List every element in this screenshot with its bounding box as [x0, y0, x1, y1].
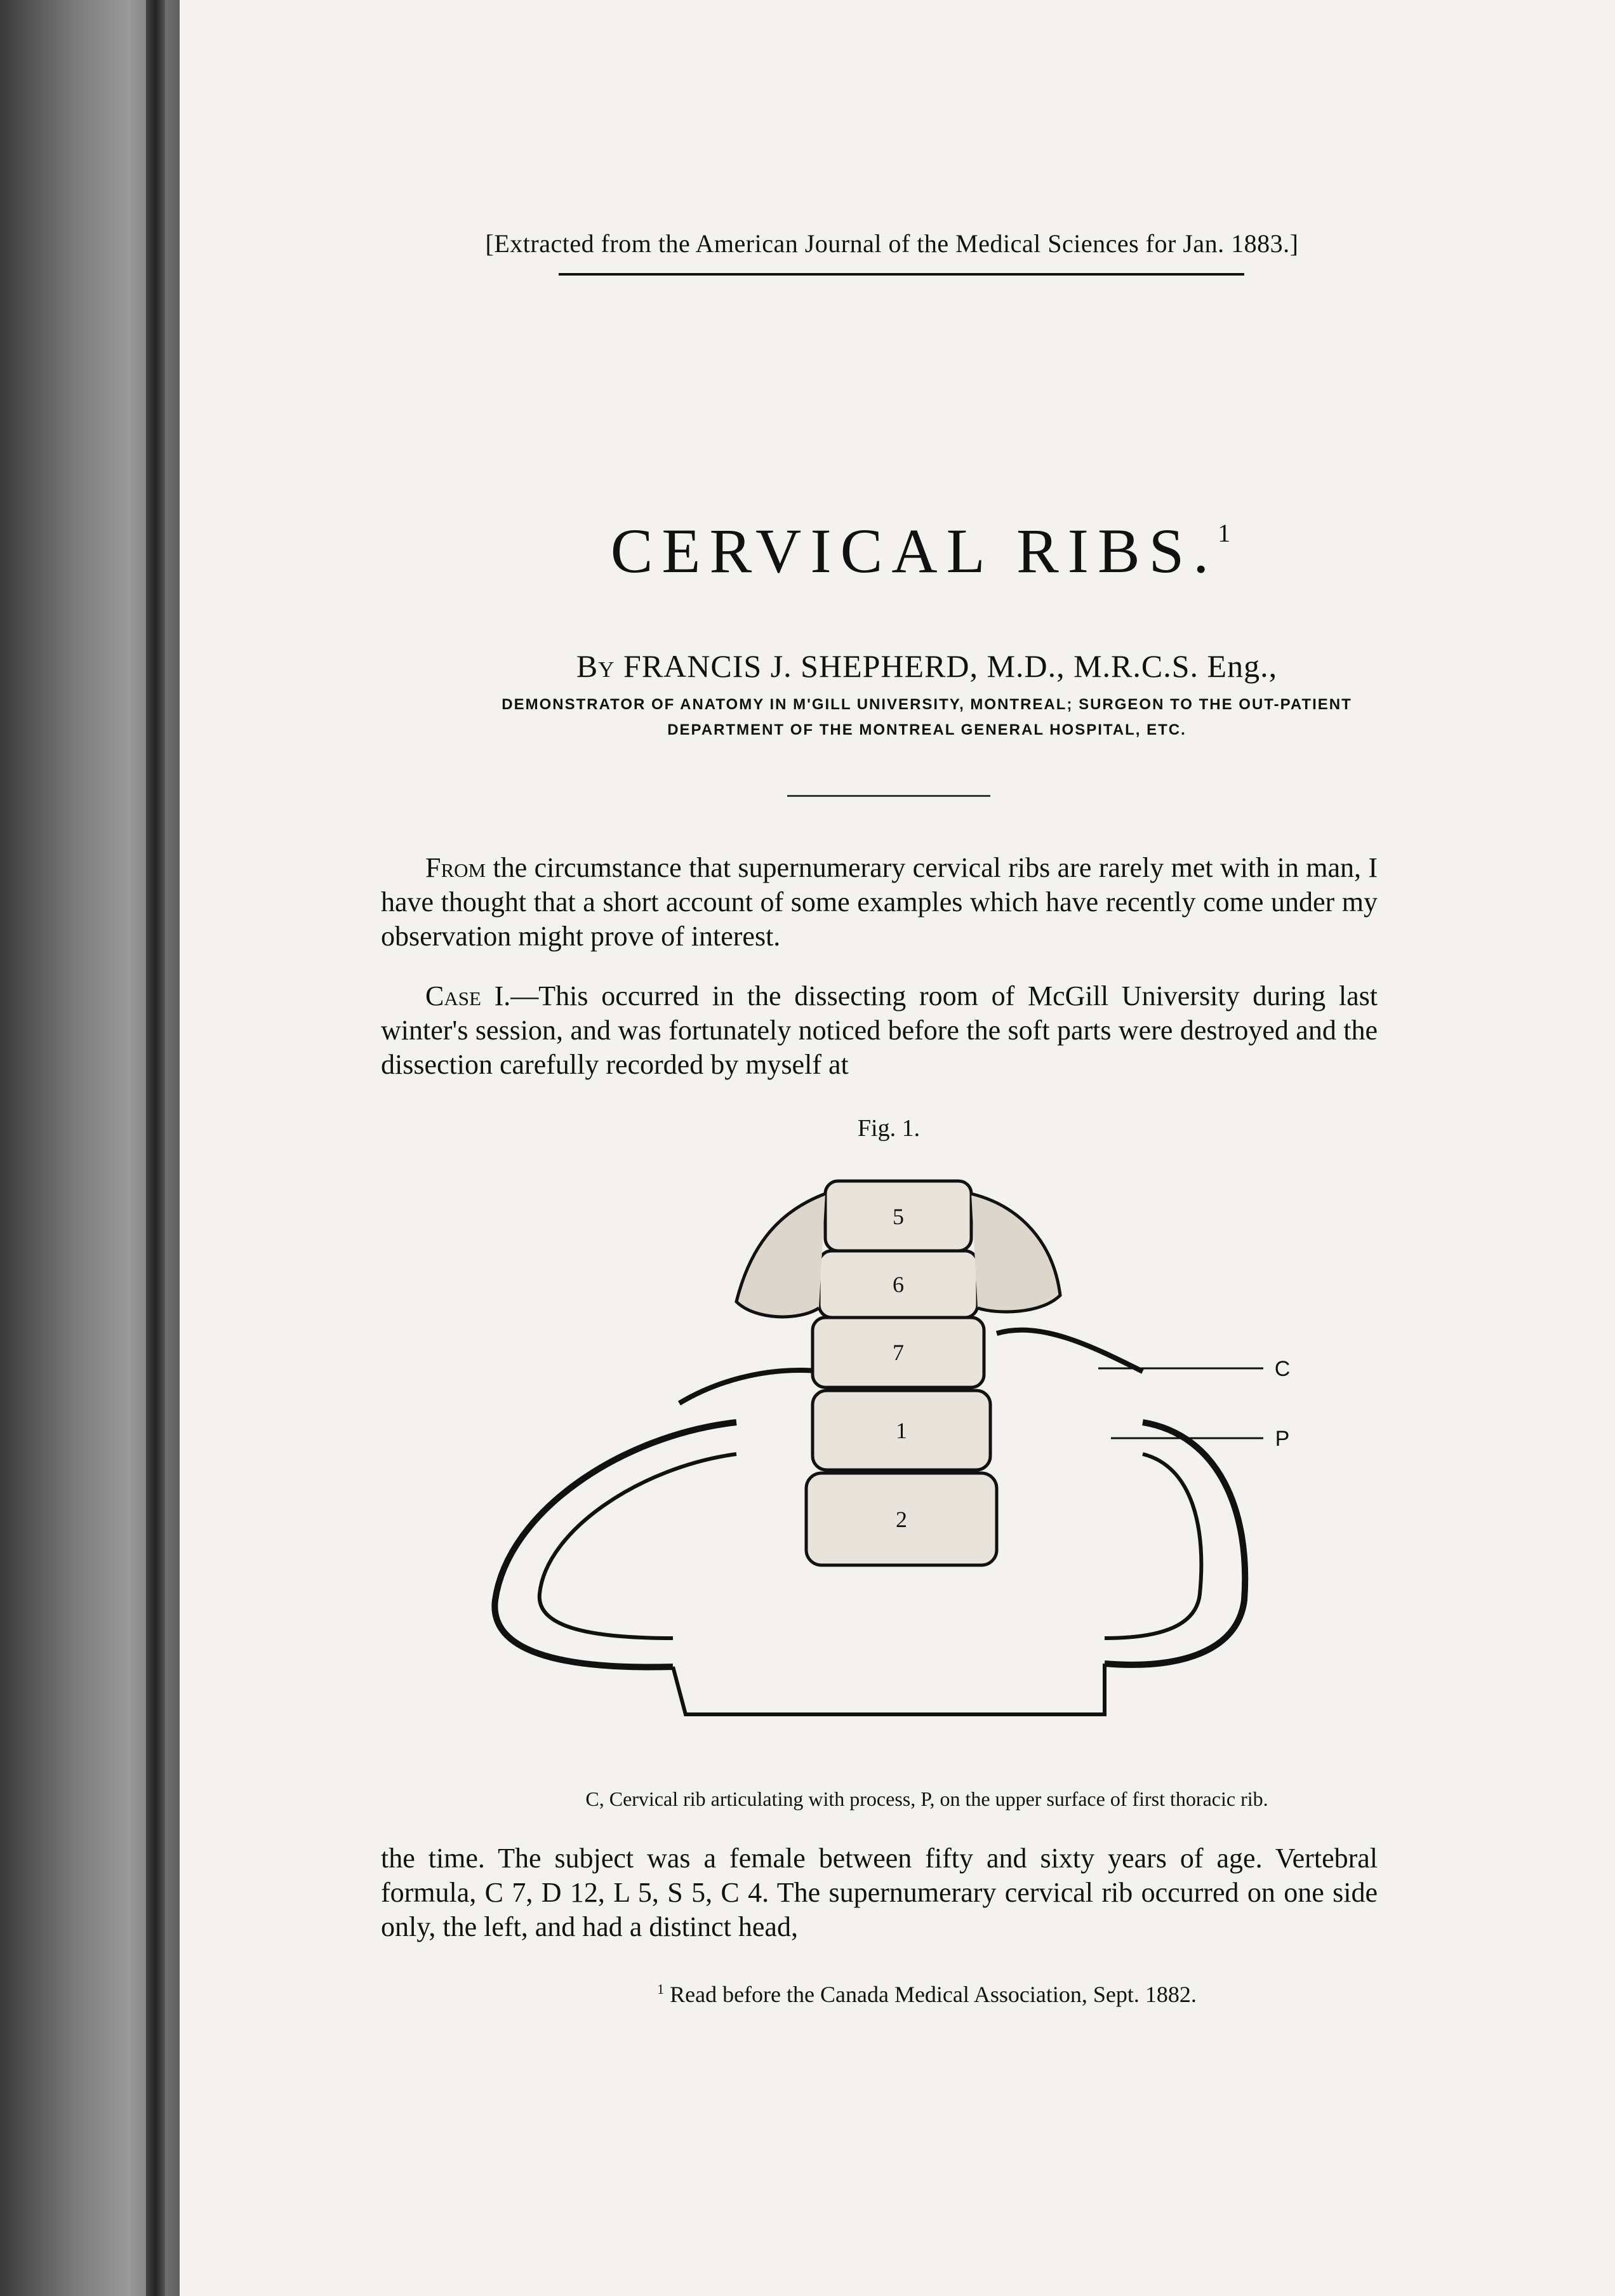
- callout-label-p: P: [1275, 1427, 1290, 1451]
- vertebra-label-7: 7: [893, 1340, 904, 1365]
- title-text: CERVICAL RIBS.: [610, 516, 1218, 586]
- header-rule: [559, 273, 1244, 276]
- lateral-mass-right: [971, 1194, 1060, 1312]
- paragraph-case-1-continued: the time. The subject was a female between fifty and sixty years of age. Vertebral formula, C 7, D 12, L 5, S 5, C 4. The supernumerary cervical rib occurred on one side only, the left, and had a distinct head,: [381, 1843, 1378, 1942]
- author-affiliation: [381, 692, 1473, 743]
- article-title: [381, 514, 1460, 587]
- affiliation-line-2: DEPARTMENT OF THE MONTREAL GENERAL HOSPITAL, ETC.: [667, 721, 1186, 738]
- affiliation-line-1: DEMONSTRATOR OF ANATOMY IN M'GILL UNIVERSITY, MONTREAL; SURGEON TO THE OUT-PATIENT: [502, 696, 1352, 713]
- paragraph-intro-text: the circumstance that supernumerary cervical ribs are rarely met with in man, I have thought that a short account of some examples which have recently come under my observation might prove of interest.: [381, 852, 1378, 952]
- lateral-mass-left: [736, 1194, 825, 1317]
- vertebra-label-5: 5: [893, 1204, 904, 1229]
- right-first-rib-inner: [1105, 1454, 1201, 1638]
- figure-caption: C, Cervical rib articulating with process, P, on the upper surface of first thoracic rib.: [585, 1787, 1268, 1810]
- author-line: [381, 648, 1473, 684]
- vertebra-label-1: 1: [896, 1418, 907, 1443]
- case-1-text: —This occurred in the dissecting room of McGill University during last winter's session, and was fortunately noticed before the soft parts were destroyed and the dissection carefully recorded by myself at: [381, 980, 1378, 1080]
- transverse-process-right: [997, 1330, 1143, 1372]
- section-rule: [787, 795, 990, 797]
- left-first-rib-inner: [540, 1454, 736, 1638]
- author-by: By: [576, 648, 615, 684]
- extract-note: [Extracted from the American Journal of the Medical Sciences for Jan. 1883.]: [485, 229, 1299, 258]
- callout-label-c: C: [1274, 1357, 1291, 1381]
- sternal-region: [673, 1664, 1105, 1714]
- paragraph-case-1: [381, 979, 1378, 1082]
- author-name: FRANCIS J. SHEPHERD, M.D., M.R.C.S. Eng.,: [623, 648, 1278, 684]
- footnote: [381, 1981, 1473, 2008]
- footnote-mark: 1: [657, 1981, 665, 1997]
- binding-shadow: [146, 0, 165, 2296]
- vertebra-label-2: 2: [896, 1507, 907, 1532]
- anatomical-figure: [470, 1156, 1308, 1778]
- figure-label: Fig. 1.: [857, 1115, 920, 1142]
- case-1-lead: Case I.: [425, 980, 511, 1011]
- title-footnote-mark: 1: [1218, 519, 1231, 547]
- paragraph-intro: [381, 851, 1378, 954]
- footnote-text: Read before the Canada Medical Association, Sept. 1882.: [664, 1982, 1197, 2007]
- paragraph-intro-lead: From: [425, 852, 486, 883]
- vertebra-label-6: 6: [893, 1272, 904, 1297]
- cervical-rib: [679, 1370, 825, 1403]
- document-page: [180, 0, 1615, 2296]
- left-first-rib: [495, 1422, 736, 1667]
